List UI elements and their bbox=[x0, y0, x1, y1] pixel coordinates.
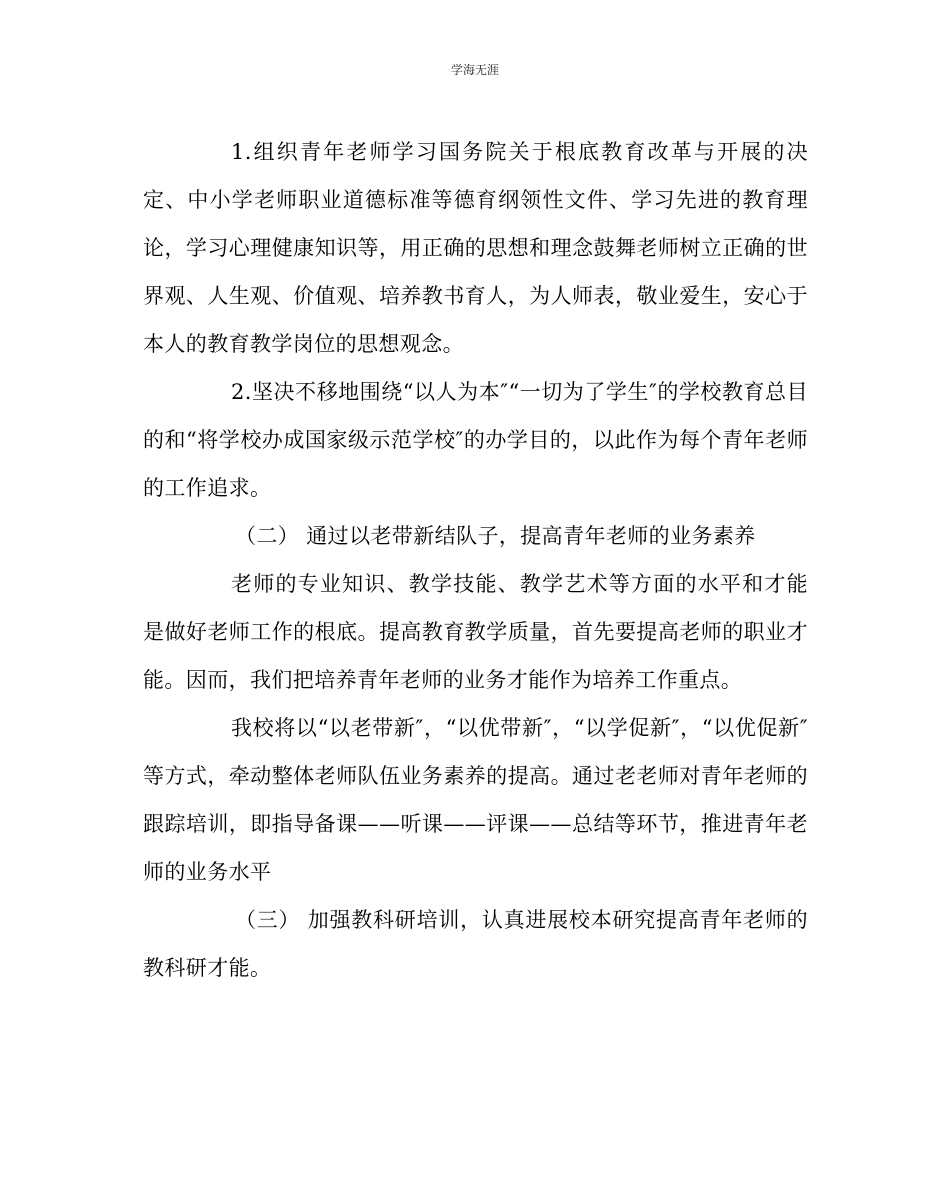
paragraph-school-goal: 2.坚决不移地围绕“以人为本″“一切为了学生″的学校教育总目的和“将学校办成国家级示范学校″的办学目的，以此作为每个青年老师的工作追求。 bbox=[143, 380, 808, 500]
page-header: 学海无涯 bbox=[450, 63, 499, 77]
section-heading-mentoring: （二） 通过以老带新结队子，提高青年老师的业务素养 bbox=[235, 524, 756, 548]
paragraph-study-policy: 1.组织青年老师学习国务院关于根底教育改革与开展的决定、中小学老师职业道德标准等德育纲领性文件、学习先进的教育理论，学习心理健康知识等，用正确的思想和理念鼓舞老师树立正确的世界观、人生观、价值观、培养教书育人，为人师表，敬业爱生，安心于本人的教育教学岗位的思想观念。 bbox=[143, 140, 808, 356]
document-body bbox=[143, 128, 808, 992]
paragraph-professional-skills: 老师的专业知识、教学技能、教学艺术等方面的水平和才能是做好老师工作的根底。提高教育教学质量，首先要提高老师的职业才能。因而，我们把培养青年老师的业务才能作为培养工作重点。 bbox=[143, 572, 808, 692]
paragraph-mentoring-methods: 我校将以“以老带新″，“以优带新″，“以学促新″，“以优促新″等方式，牵动整体老师队伍业务素养的提高。通过老老师对青年老师的跟踪培训，即指导备课——听课——评课——总结等环节，推进青年老师的业务水平 bbox=[143, 716, 808, 884]
section-heading-research-training: （三） 加强教科研培训，认真进展校本研究提高青年老师的教科研才能。 bbox=[143, 908, 808, 980]
